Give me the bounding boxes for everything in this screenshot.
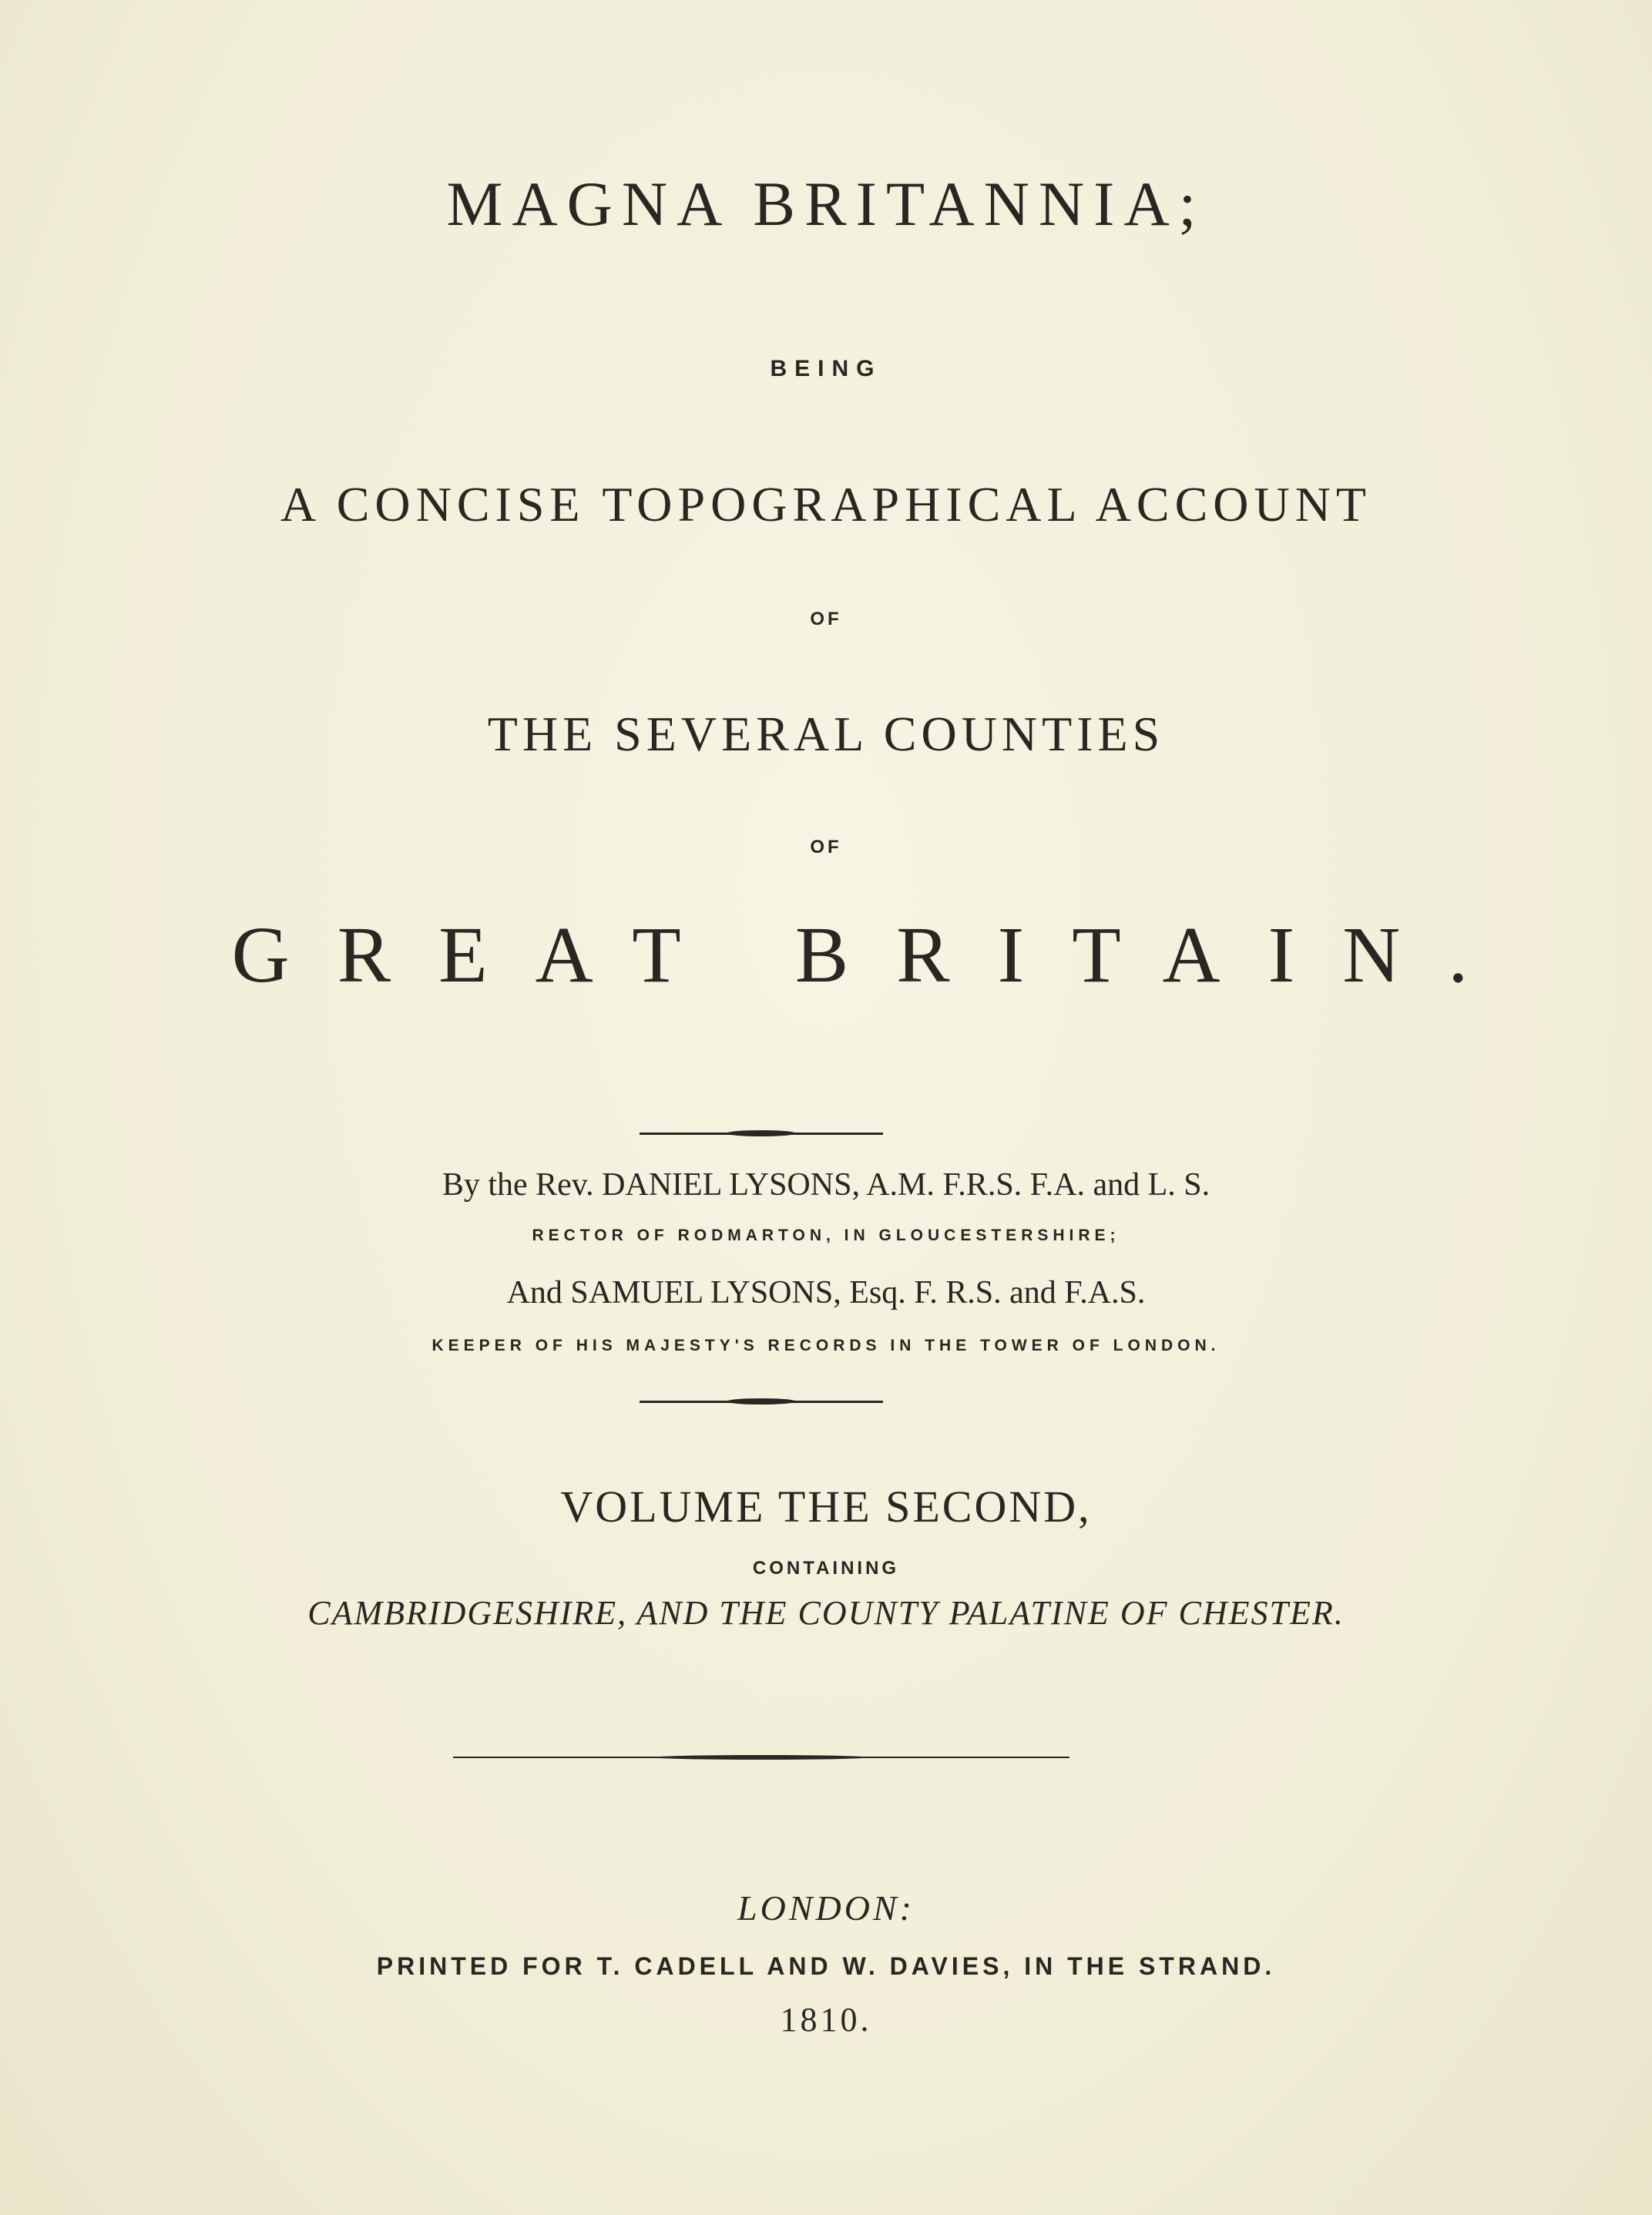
of-label-1: OF <box>810 609 842 629</box>
subtitle: A CONCISE TOPOGRAPHICAL ACCOUNT <box>280 477 1372 532</box>
containing-label: CONTAINING <box>752 1558 900 1579</box>
volume-heading: VOLUME THE SECOND, <box>560 1482 1092 1532</box>
being-label: BEING <box>770 356 882 381</box>
imprint-printer: PRINTED FOR T. CADELL AND W. DAVIES, IN THE STRAND. <box>376 1952 1276 1980</box>
great-britain-heading: GREAT BRITAIN. <box>231 911 1516 999</box>
author-2-role: KEEPER OF HIS MAJESTY'S RECORDS IN THE TOWER OF LONDON. <box>431 1337 1221 1354</box>
author-1-role: RECTOR OF RODMARTON, IN GLOUCESTERSHIRE; <box>532 1227 1120 1244</box>
of-label-2: OF <box>810 837 842 857</box>
author-1: By the Rev. DANIEL LYSONS, A.M. F.R.S. F.A. and L. S. <box>442 1167 1210 1203</box>
ornamental-rule-bottom <box>453 1757 1069 1758</box>
ornamental-rule-top <box>640 1133 883 1135</box>
book-title: MAGNA BRITANNIA; <box>446 169 1206 239</box>
counties-line: THE SEVERAL COUNTIES <box>487 706 1165 761</box>
imprint-year: 1810. <box>780 2001 872 2039</box>
imprint-place: LONDON: <box>737 1888 915 1928</box>
volume-contents: CAMBRIDGESHIRE, AND THE COUNTY PALATINE OF CHESTER. <box>307 1594 1345 1632</box>
ornamental-rule-middle <box>640 1401 883 1403</box>
author-2: And SAMUEL LYSONS, Esq. F. R.S. and F.A.S. <box>506 1275 1146 1311</box>
